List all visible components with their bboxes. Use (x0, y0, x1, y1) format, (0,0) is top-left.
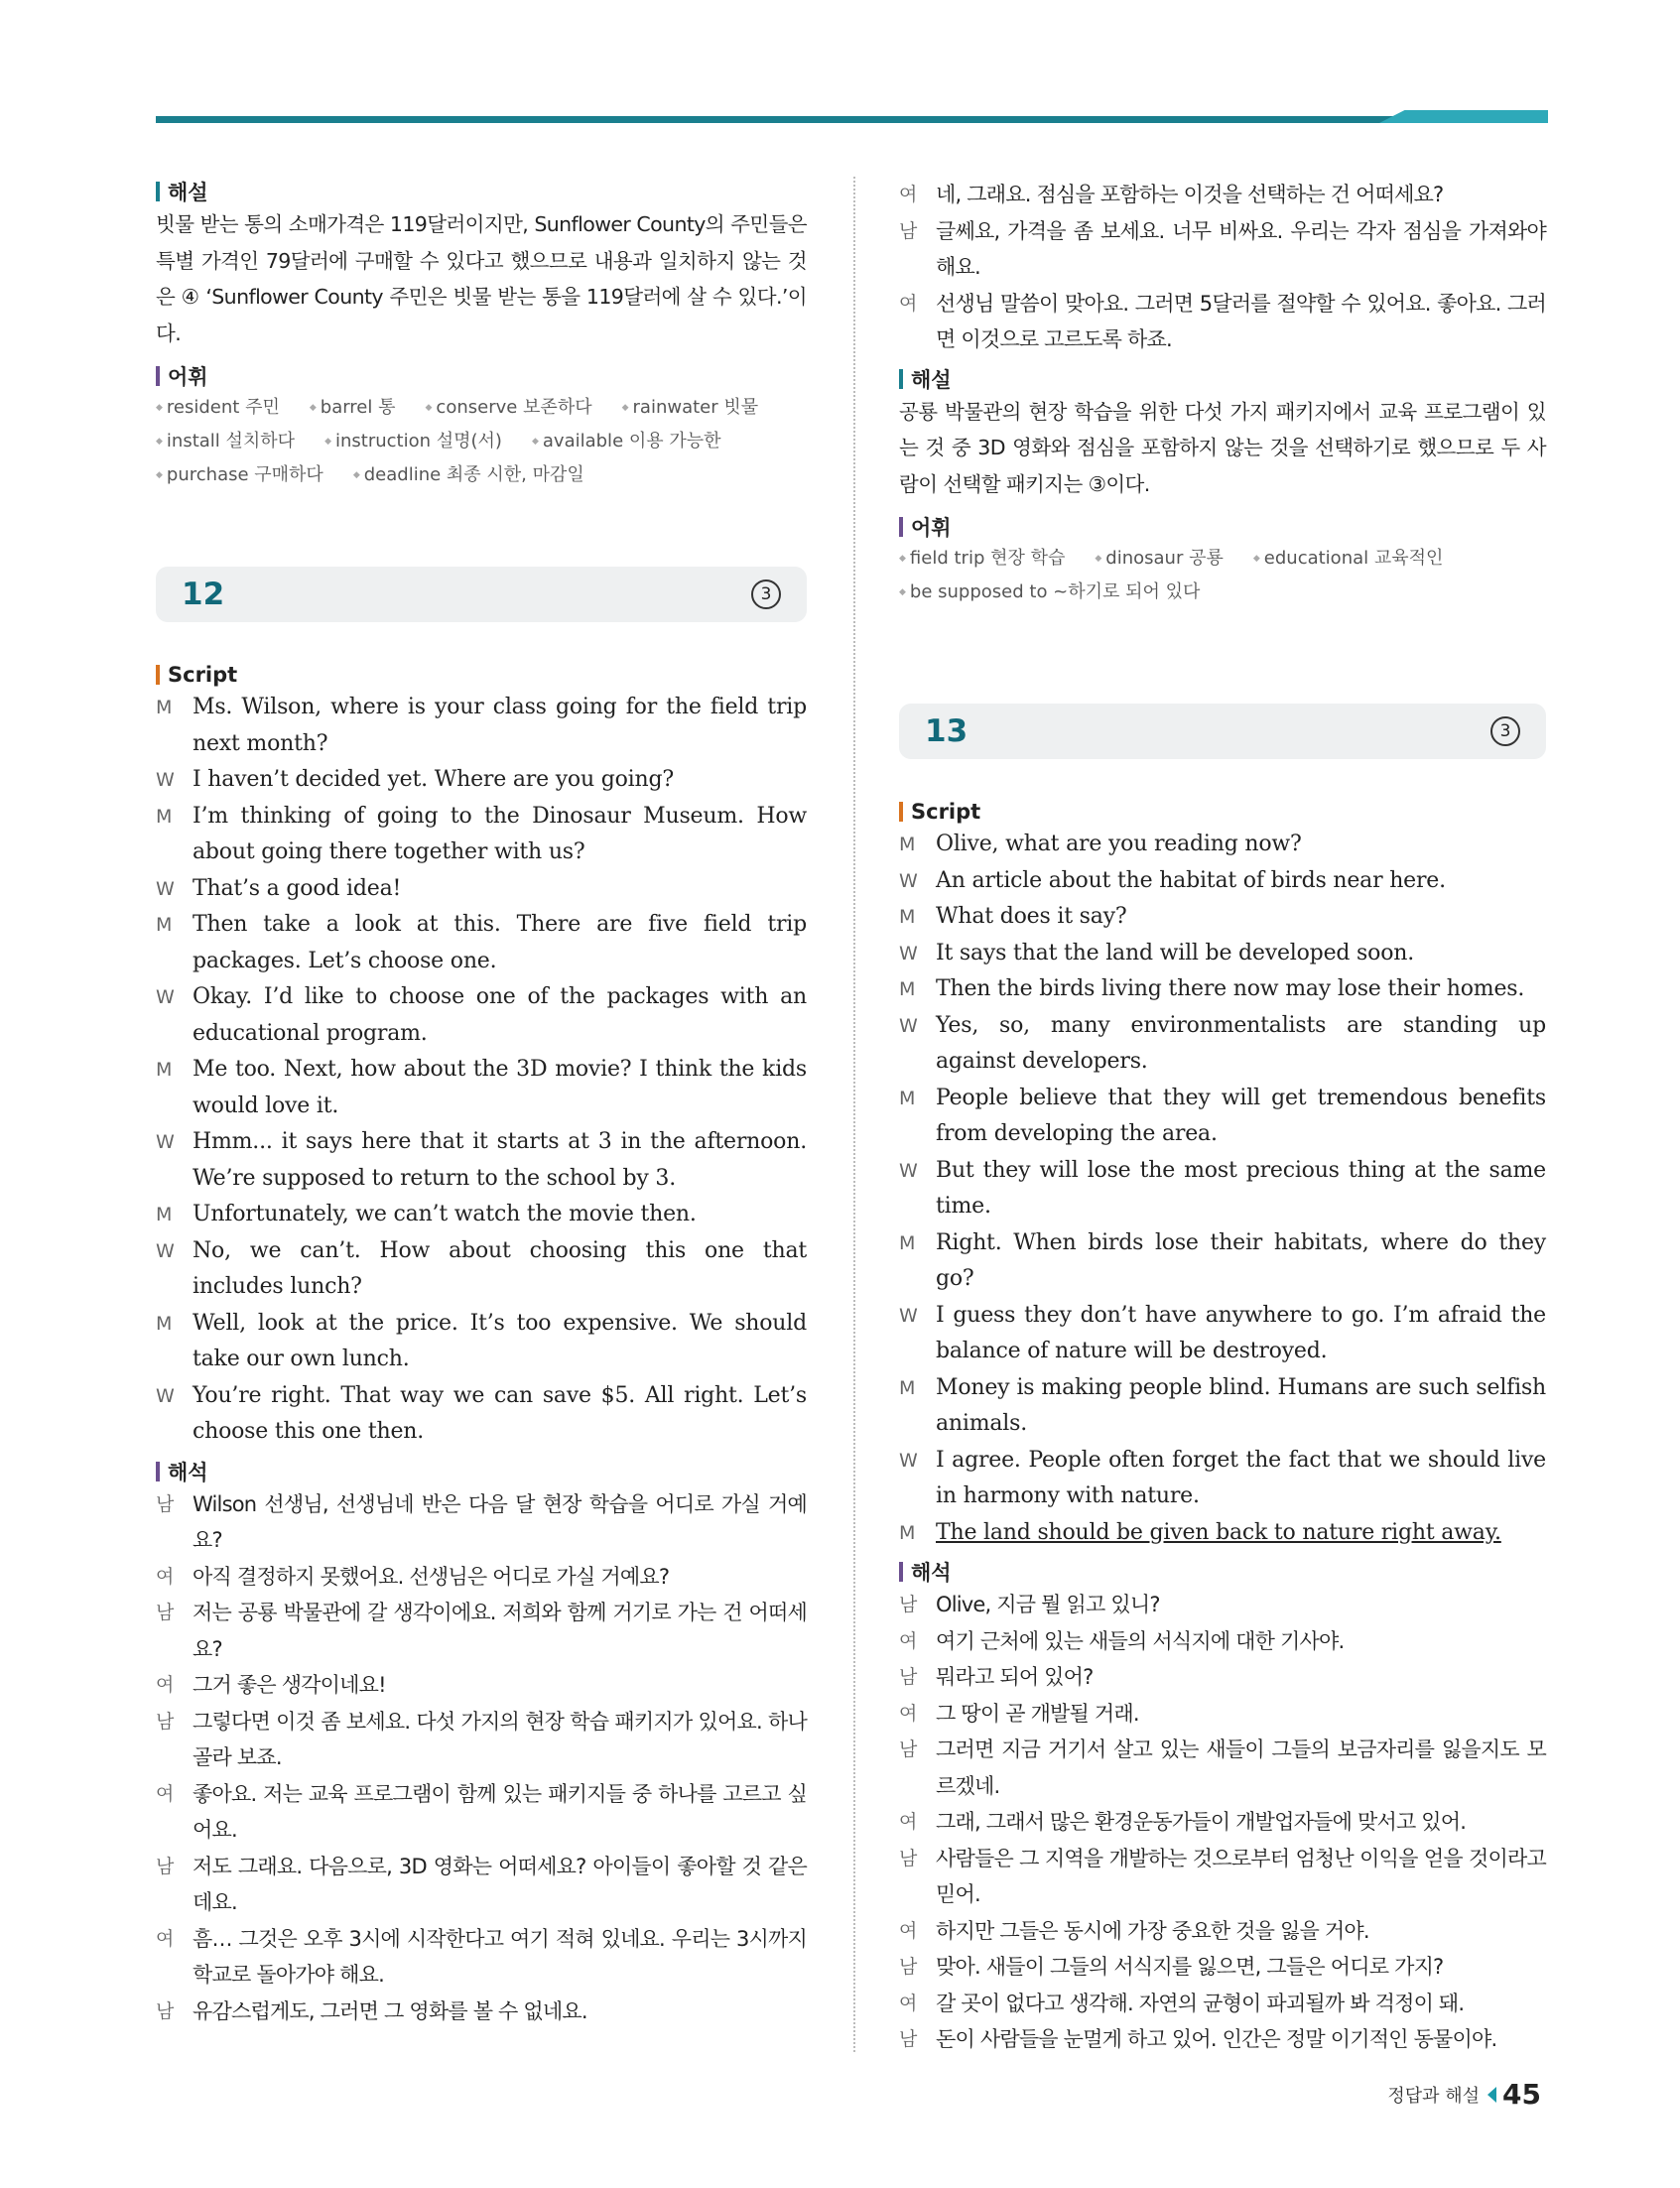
vocab-item: ◆ field trip 현장 학습 (899, 542, 1065, 576)
explanation-text: 빗물 받는 통의 소매가격은 119달러이지만, Sunflower County의 주민들은 특별 가격인 79달러에 구매할 수 있다고 했으므로 내용과 일치하지 않는 것은 ④ ‘Sunflower County 주민은 빗물 받는 통을 119달러에 살 수 있다.’이다. (156, 212, 807, 345)
script-heading: Script (899, 797, 1546, 827)
vocab-item: ◆ conserve 보존하다 (426, 391, 592, 425)
translation-continued (899, 177, 1546, 358)
translation-line: 여 아직 결정하지 못했어요. 선생님은 어디로 가실 거예요? (156, 1564, 670, 1589)
script-line: M Right. When birds lose their habitats, where do they go? (899, 1229, 1546, 1291)
translation-line: 남 그러면 지금 거기서 살고 있는 새들이 그들의 보금자리를 잃을지도 모르겠네. (899, 1738, 1546, 1798)
script-line: M People believe that they will get tremendous benefits from developing the area. (899, 1085, 1546, 1146)
script-line: W It says that the land will be developed soon. (899, 940, 1415, 965)
arrow-left-icon (1487, 2087, 1496, 2103)
script-line: W Hmm... it says here that it starts at 3 in the afternoon. We’re supposed to return to the school by 3. (156, 1129, 807, 1191)
column-divider (853, 177, 855, 2052)
question-header (156, 567, 807, 622)
translation-line: 여 갈 곳이 없다고 생각해. 자연의 균형이 파괴될까 봐 걱정이 돼. (899, 1991, 1465, 2015)
script-line: W You’re right. That way we can save $5. All right. Let’s choose this one then. (156, 1382, 807, 1444)
script-line: M Unfortunately, we can’t watch the movie then. (156, 1202, 697, 1226)
translation-line: 여 하지만 그들은 동시에 가장 중요한 것을 잃을 거야. (899, 1918, 1369, 1943)
page-footer (1387, 2078, 1541, 2111)
script-line: M Then the birds living there now may lose their homes. (899, 976, 1525, 1001)
translation-heading: 해석 (156, 1457, 807, 1486)
translation-line: 남 저는 공룡 박물관에 갈 생각이에요. 저희와 함께 거기로 가는 건 어떠세요? (156, 1601, 807, 1661)
script-line: M Money is making people blind. Humans are such selfish animals. (899, 1374, 1546, 1436)
explanation-heading: 해설 (899, 364, 1546, 394)
translation-line: 남 맞아. 새들이 그들의 서식지를 잃으면, 그들은 어디로 가지? (899, 1955, 1444, 1979)
question-number: 13 (925, 713, 969, 749)
script-line: W I guess they don’t have anywhere to go. I’m afraid the balance of nature will be destroyed. (899, 1302, 1546, 1363)
translation-line: 남 저도 그래요. 다음으로, 3D 영화는 어떠세요? 아이들이 좋아할 것 같은데요. (156, 1854, 807, 1914)
script-line: W I agree. People often forget the fact that we should live in harmony with nature. (899, 1447, 1546, 1508)
underlined-key-sentence: The land should be given back to nature right away. (936, 1519, 1501, 1545)
translation-line: 여 그 땅이 곧 개발될 거래. (899, 1701, 1139, 1726)
vocab-item: ◆ install 설치하다 (156, 425, 295, 458)
vocab-item: ◆ rainwater 빗물 (622, 391, 759, 425)
script-line: W But they will lose the most precious thing at the same time. (899, 1157, 1546, 1219)
left-column (156, 177, 807, 2029)
script-line: M I’m thinking of going to the Dinosaur Museum. How about going there together with us? (156, 803, 807, 864)
translation-line: 남 사람들은 그 지역을 개발하는 것으로부터 엄청난 이익을 얻을 것이라고 믿어. (899, 1846, 1546, 1906)
script-line: W Okay. I’d like to choose one of the packages with an educational program. (156, 984, 807, 1046)
vocab-heading: 어휘 (899, 512, 1546, 542)
script-line: W I haven’t decided yet. Where are you going? (156, 767, 674, 792)
vocab-item: ◆ educational 교육적인 (1253, 542, 1444, 576)
vocab-item: ◆ barrel 통 (310, 391, 396, 425)
translation-line: 여 그래, 그래서 많은 환경운동가들이 개발업자들에 맞서고 있어. (899, 1810, 1467, 1834)
script-lines (899, 827, 1546, 1551)
top-rule (156, 116, 1545, 123)
question-header (899, 704, 1546, 759)
page-number: 45 (1502, 2078, 1541, 2111)
translation-line: 여 흠… 그것은 오후 3시에 시작한다고 여기 적혀 있네요. 우리는 3시까지 학교로 돌아가야 해요. (156, 1926, 807, 1987)
translation-line: 여 여기 근처에 있는 새들의 서식지에 대한 기사야. (899, 1628, 1345, 1653)
vocab-item: ◆ be supposed to ~하기로 되어 있다 (899, 576, 1200, 609)
script-line: M Me too. Next, how about the 3D movie? I think the kids would love it. (156, 1057, 807, 1118)
vocab-item: ◆ dinosaur 공룡 (1095, 542, 1223, 576)
script-line: W That’s a good idea! (156, 875, 402, 901)
translation-line: 여 좋아요. 저는 교육 프로그램이 함께 있는 패키지들 중 하나를 고르고 싶어요. (156, 1781, 808, 1842)
translation-line: 여 선생님 말씀이 맞아요. 그러면 5달러를 절약할 수 있어요. 좋아요. 그러면 이것으로 고르도록 하죠. (899, 291, 1546, 351)
script-line: M Olive, what are you reading now? (899, 832, 1302, 856)
translation-line: 남 뭐라고 되어 있어? (899, 1665, 1094, 1689)
translation-lines (899, 1587, 1546, 2058)
footer-label: 정답과 해설 (1387, 2085, 1481, 2107)
explanation-heading: 해설 (156, 177, 807, 206)
top-rule-accent (1379, 110, 1548, 123)
script-line: W Yes, so, many environmentalists are standing up against developers. (899, 1012, 1546, 1074)
vocab-item: ◆ available 이용 가능한 (532, 425, 721, 458)
translation-line: 남 글쎄요, 가격을 좀 보세요. 너무 비싸요. 우리는 각자 점심을 가져와야 해요. (899, 218, 1546, 279)
translation-line: 남 유감스럽게도, 그러면 그 영화를 볼 수 없네요. (156, 1998, 587, 2023)
script-lines (156, 690, 807, 1451)
right-column (899, 177, 1546, 2058)
explanation-text: 공룡 박물관의 현장 학습을 위한 다섯 가지 패키지에서 교육 프로그램이 있는 것 중 3D 영화와 점심을 포함하지 않는 것을 선택하기로 했으므로 두 사람이 선택할 패키지는 ③이다. (899, 399, 1546, 496)
vocab-heading: 어휘 (156, 361, 807, 391)
script-line: W An article about the habitat of birds near here. (899, 867, 1446, 893)
translation-line: 여 그거 좋은 생각이네요! (156, 1673, 386, 1697)
translation-line: 남 돈이 사람들을 눈멀게 하고 있어. 인간은 정말 이기적인 동물이야. (899, 2027, 1497, 2051)
vocab-list (899, 542, 1546, 609)
vocab-item: ◆ deadline 최종 시한, 마감일 (353, 458, 584, 492)
translation-line: 남 Olive, 지금 뭘 읽고 있니? (899, 1593, 1160, 1616)
script-line: M Well, look at the price. It’s too expensive. We should take our own lunch. (156, 1310, 807, 1371)
vocab-item: ◆ resident 주민 (156, 391, 280, 425)
script-line: M Then take a look at this. There are five field trip packages. Let’s choose one. (156, 912, 807, 973)
translation-heading: 해석 (899, 1557, 1546, 1587)
script-line-key: M The land should be given back to nature right away. (899, 1519, 1501, 1545)
script-line: M What does it say? (899, 904, 1127, 929)
translation-lines (156, 1486, 807, 2030)
answer-circle: 3 (1490, 716, 1520, 746)
answer-circle: 3 (751, 579, 781, 609)
translation-line: 남 그렇다면 이것 좀 보세요. 다섯 가지의 현장 학습 패키지가 있어요. 하나 골라 보죠. (156, 1709, 807, 1769)
vocab-item: ◆ instruction 설명(서) (324, 425, 502, 458)
question-number: 12 (182, 577, 225, 612)
vocab-item: ◆ purchase 구매하다 (156, 458, 323, 492)
vocab-list (156, 391, 807, 492)
script-line: M Ms. Wilson, where is your class going for the field trip next month? (156, 695, 807, 756)
translation-line: 여 네, 그래요. 점심을 포함하는 이것을 선택하는 건 어떠세요? (899, 183, 1444, 206)
script-line: W No, we can’t. How about choosing this one that includes lunch? (156, 1237, 807, 1299)
script-heading: Script (156, 660, 807, 690)
translation-line: 남 Wilson 선생님, 선생님네 반은 다음 달 현장 학습을 어디로 가실 거예요? (156, 1491, 807, 1552)
